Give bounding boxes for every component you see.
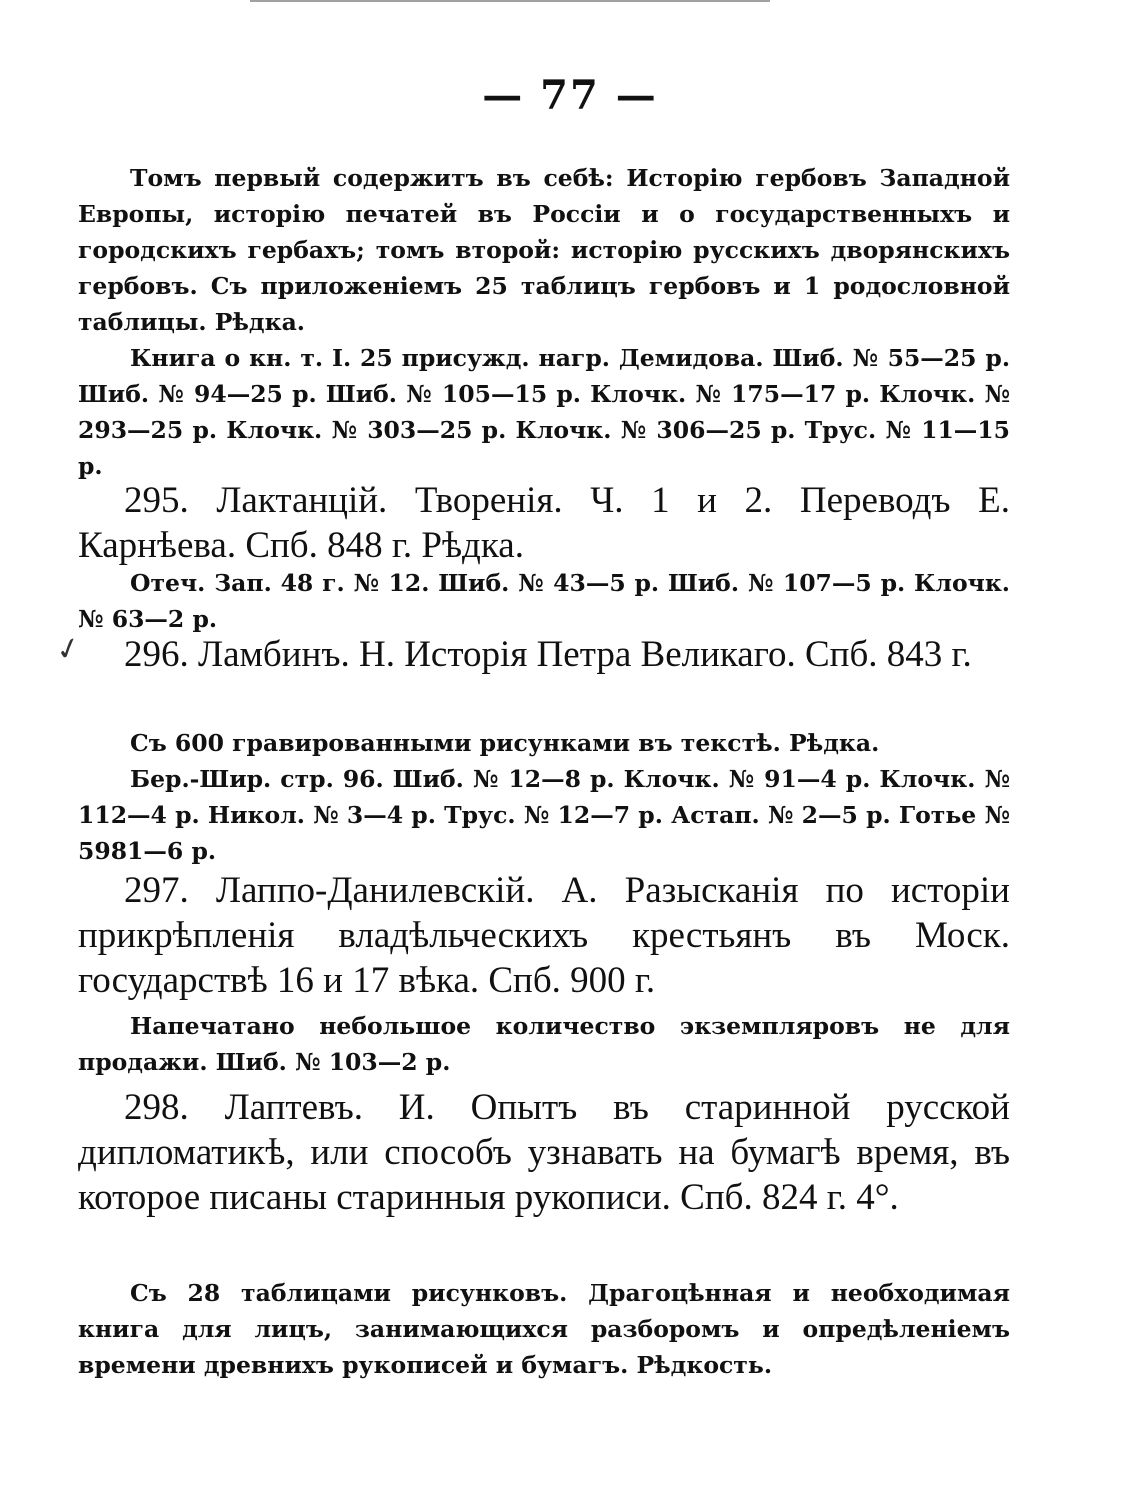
entry-295-note: Отеч. Зап. 48 г. № 12. Шиб. № 43—5 р. Шиб. № 107—5 р. Клочк. № 63—2 р. (78, 569, 1010, 633)
entry-296-heading: 296. Ламбинъ. Н. Исторія Петра Великаго. Спб. 843 г. (124, 634, 972, 675)
entry-296-note-1: Съ 600 гравированными рисунками въ текстѣ. Рѣдка. (130, 729, 880, 757)
entry-298-heading: 298. Лаптевъ. И. Опытъ въ старинной русской дипломатикѣ, или способъ узнавать на бумагѣ время, въ которое писаны старинныя рукописи. Спб. 824 г. 4°. (78, 1087, 1010, 1218)
entry-298-note: Съ 28 таблицами рисунковъ. Драгоцѣнная и необходимая книга для лицъ, занимающихся разборомъ и опредѣленіемъ времени древнихъ рукописей и бумагъ. Рѣдкость. (78, 1279, 1010, 1379)
intro-paragraph: Томъ первый содержитъ въ себѣ: Исторію гербовъ Западной Европы, исторію печатей въ Россіи и о государственныхъ и городскихъ гербахъ; томъ второй: исторію русскихъ дворянскихъ гербовъ. Съ приложеніемъ 25 таблицъ гербовъ и 1 родословной таблицы. Рѣдка. (78, 164, 1010, 336)
entry-297-note: Напечатано небольшое количество экземпляровъ не для продажи. Шиб. № 103—2 р. (78, 1012, 1010, 1076)
margin-check-mark: ✓ (52, 630, 85, 669)
top-rule (250, 0, 770, 5)
intro-prices: Книга о кн. т. I. 25 присужд. нагр. Демидова. Шиб. № 55—25 р. Шиб. № 94—25 р. Шиб. № 105—15 р. Клочк. № 175—17 р. Клочк. № 293—25 р. Клочк. № 303—25 р. Клочк. № 306—25 р. Трус. № 11—15 р. (78, 344, 1010, 480)
entry-297-heading: 297. Лаппо-Данилевскій. А. Разысканія по исторіи прикрѣпленія владѣльческихъ крестьянъ въ Моск. государствѣ 16 и 17 вѣка. Спб. 900 г. (78, 870, 1010, 1001)
page-number: — 77 — (482, 72, 658, 119)
entry-295-heading: 295. Лактанцій. Творенія. Ч. 1 и 2. Переводъ Е. Карнѣева. Спб. 848 г. Рѣдка. (78, 480, 1010, 566)
entry-296-note-2: Бер.-Шир. стр. 96. Шиб. № 12—8 р. Клочк. № 91—4 р. Клочк. № 112—4 р. Никол. № 3—4 р. Трус. № 12—7 р. Астап. № 2—5 р. Готье № 5981—6 р. (78, 765, 1010, 865)
